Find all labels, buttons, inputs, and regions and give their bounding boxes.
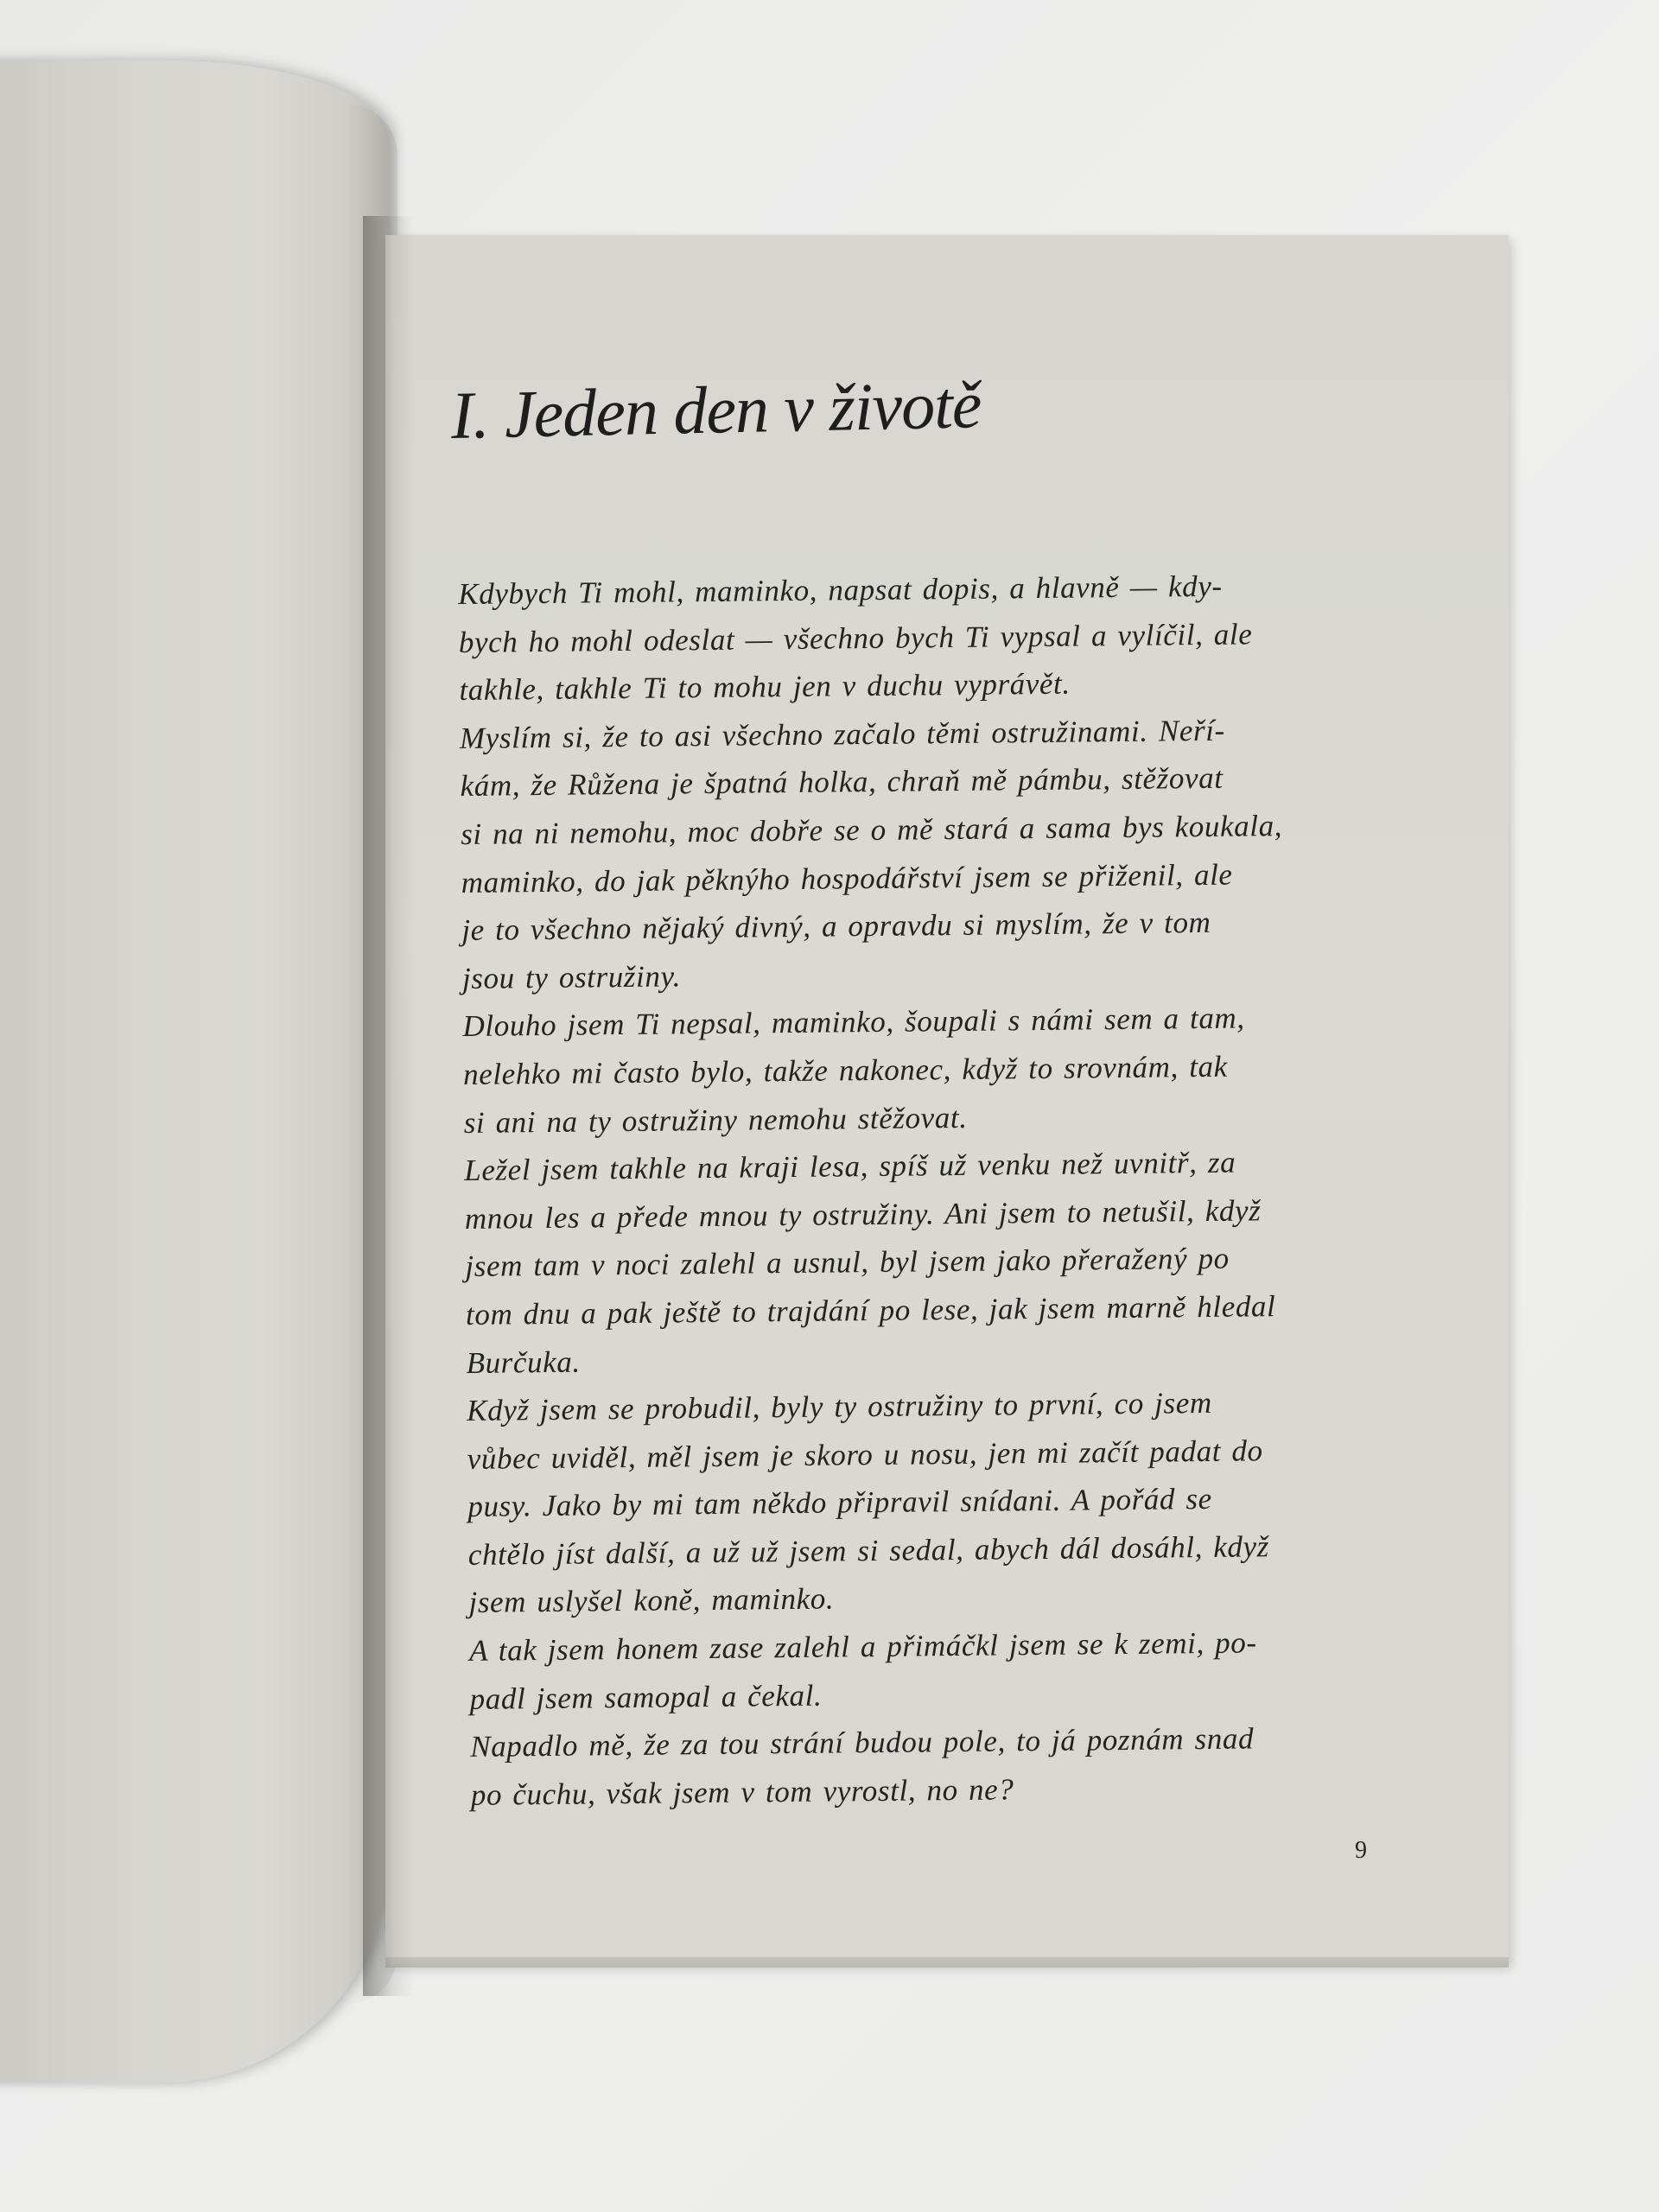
text-line: vůbec uviděl, měl jsem je skoro u nosu, jen mi začít padat do bbox=[467, 1433, 1263, 1476]
book-gutter bbox=[363, 216, 415, 1996]
text-line: jsem uslyšel koně, maminko. bbox=[468, 1581, 835, 1620]
text-line: Myslím si, že to asi všechno začalo těmi ostružinami. Neří- bbox=[459, 713, 1226, 755]
text-line: Burčuka. bbox=[466, 1344, 581, 1380]
left-page bbox=[0, 60, 389, 2082]
text-line: si ani na ty ostružiny nemohu stěžovat. bbox=[463, 1100, 968, 1140]
text-line: chtělo jíst další, a už už jsem si sedal, abych dál dosáhl, když bbox=[467, 1529, 1270, 1572]
text-line: Když jsem se probudil, byly ty ostružiny to první, co jsem bbox=[466, 1386, 1212, 1428]
page-number: 9 bbox=[1355, 1837, 1367, 1864]
text-line: kám, že Růžena je špatná holka, chraň mě pámbu, stěžovat bbox=[460, 761, 1224, 804]
text-line: jsou ty ostružiny. bbox=[461, 959, 682, 995]
text-line: Kdybych Ti mohl, maminko, napsat dopis, a hlavně — kdy- bbox=[458, 569, 1223, 611]
text-line: bych ho mohl odeslat — všechno bych Ti vypsal a vylíčil, ale bbox=[458, 616, 1253, 659]
text-line: si na ni nemohu, moc dobře se o mě stará a sama bys koukala, bbox=[460, 808, 1283, 851]
text-line: tom dnu a pak ještě to trajdání po lese, jak jsem marně hledal bbox=[465, 1289, 1276, 1332]
text-line: nelehko mi často bylo, takže nakonec, když to srovnám, tak bbox=[462, 1049, 1228, 1091]
text-line: Ležel jsem takhle na kraji lesa, spíš už venku než uvnitř, za bbox=[464, 1145, 1236, 1188]
text-line: jsem tam v noci zalehl a usnul, byl jsem jako přeražený po bbox=[465, 1242, 1230, 1284]
text-line: po čuchu, však jsem v tom vyrostl, no ne? bbox=[470, 1772, 1014, 1812]
page-edge bbox=[385, 1957, 1509, 1967]
text-line: A tak jsem honem zase zalehl a přimáčkl jsem se k zemi, po- bbox=[468, 1625, 1257, 1668]
body-text bbox=[458, 561, 1378, 1819]
text-line: je to všechno nějaký divný, a opravdu si myslím, že v tom bbox=[461, 906, 1211, 948]
chapter-title: I. Jeden den v životě bbox=[450, 366, 982, 453]
text-line: padl jsem samopal a čekal. bbox=[469, 1678, 823, 1716]
text-line: maminko, do jak pěknýho hospodářství jsem se přiženil, ale bbox=[461, 857, 1233, 899]
text-line: mnou les a přede mnou ty ostružiny. Ani jsem to netušil, když bbox=[464, 1193, 1262, 1236]
text-line: pusy. Jako by mi tam někdo připravil snídani. A pořád se bbox=[467, 1482, 1212, 1524]
text-line: takhle, takhle Ti to mohu jen v duchu vyprávět. bbox=[459, 666, 1071, 708]
text-line: Dlouho jsem Ti nepsal, maminko, šoupali s námi sem a tam, bbox=[462, 1001, 1245, 1044]
text-line: Napadlo mě, že za tou strání budou pole, to já poznám snad bbox=[470, 1721, 1255, 1764]
